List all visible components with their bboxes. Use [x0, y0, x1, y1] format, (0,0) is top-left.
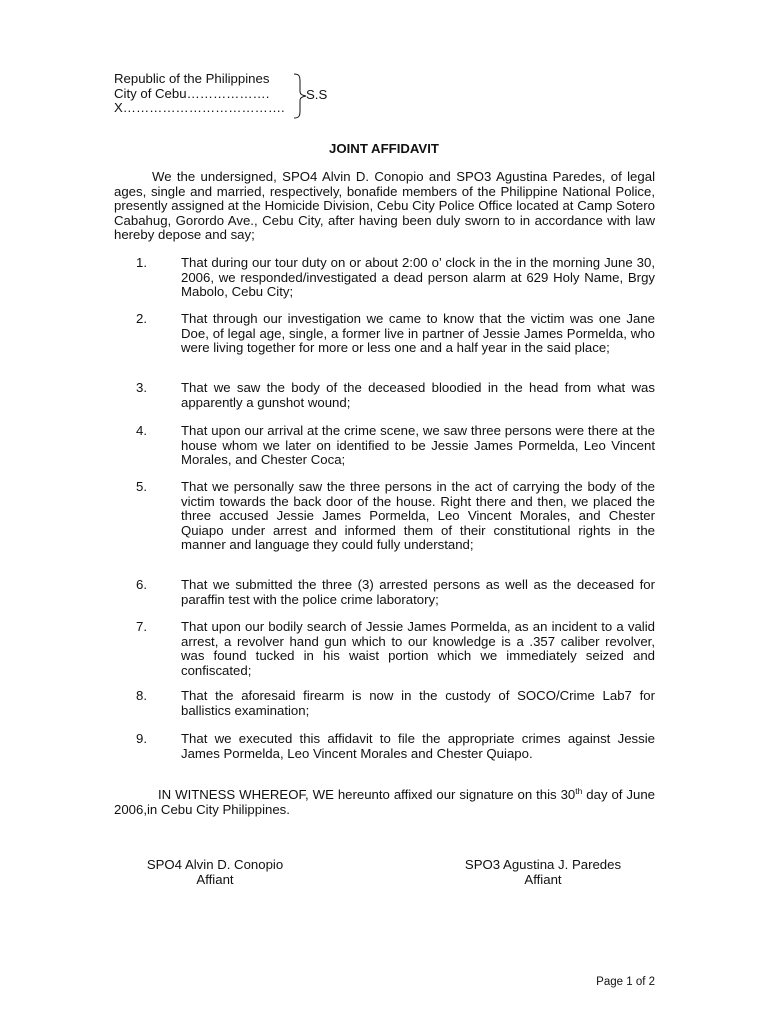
item-text: That we personally saw the three persons in the act of carrying the body of the victim towards the back door of the house. Right there and then, we placed the three accused Jessie James Pormelda, Leo Vincent Morales, and Chester Quiapo under arrest and informed them of their constitutional rights in the manner and language they could fully understand; — [181, 479, 655, 553]
witness-text: IN WITNESS WHEREOF, WE hereunto affixed our signature on this 30 — [158, 787, 576, 802]
item-text: That during our tour duty on or about 2:00 o’ clock in the in the morning June 30, 2006, we responded/investigated a dead person alarm at 629 Holy Name, Brgy Mabolo, Cebu City; — [181, 255, 655, 300]
document-title: JOINT AFFIDAVIT — [329, 141, 439, 156]
item-number: 3. — [136, 380, 147, 395]
item-text: That we saw the body of the deceased bloodied in the head from what was apparently a gunshot wound; — [181, 380, 655, 410]
affiant-name: SPO4 Alvin D. Conopio — [146, 857, 284, 872]
venue-brace — [293, 73, 307, 119]
item-text: That through our investigation we came to know that the victim was one Jane Doe, of legal age, single, a former live in partner of Jessie James Pormelda, who were living together for more or less one and a half year in the said place; — [181, 311, 655, 356]
item-text: That we executed this affidavit to file the appropriate crimes against Jessie James Pormelda, Leo Vincent Morales and Chester Quiapo. — [181, 731, 655, 761]
affiant-name: SPO3 Agustina J. Paredes — [464, 857, 622, 872]
ordinal-suffix: th — [575, 786, 583, 796]
venue-city: City of Cebu………………. — [114, 85, 270, 101]
item-text: That upon our arrival at the crime scene, we saw three persons were there at the house whom we later on identified to be Jessie James Pormelda, Leo Vincent Morales, and Chester Coca; — [181, 423, 655, 468]
venue-block — [114, 72, 285, 116]
item-number: 7. — [136, 619, 147, 634]
witness-text-end: day of June 2006,in Cebu City Philippines. — [114, 787, 655, 817]
item-text: That we submitted the three (3) arrested persons as well as the deceased for paraffin test with the police crime laboratory; — [181, 577, 655, 607]
signature-block-left — [136, 858, 294, 887]
item-number: 8. — [136, 688, 147, 703]
item-text: That upon our bodily search of Jessie James Pormelda, as an incident to a valid arrest, a revolver hand gun which to our knowledge is a .357 caliber revolver, was found tucked in his waist portion which we immediately seized and confiscated; — [181, 619, 655, 678]
item-number: 1. — [136, 255, 147, 270]
item-number: 6. — [136, 577, 147, 592]
affiant-role: Affiant — [524, 871, 562, 887]
item-number: 2. — [136, 311, 147, 326]
item-text: That the aforesaid firearm is now in the custody of SOCO/Crime Lab7 for ballistics examination; — [181, 688, 655, 718]
affiant-role: Affiant — [196, 871, 234, 887]
venue-country: Republic of the Philippines — [114, 71, 270, 86]
page-number: Page 1 of 2 — [596, 976, 655, 988]
item-number: 5. — [136, 479, 147, 494]
venue-x-line: X………………………………. — [114, 100, 285, 116]
signature-block-right — [453, 858, 633, 887]
item-number: 4. — [136, 423, 147, 438]
venue-ss: S.S — [306, 87, 328, 102]
intro-paragraph: We the undersigned, SPO4 Alvin D. Conopio and SPO3 Agustina Paredes, of legal ages, single and married, respectively, bonafide members of the Philippine National Police, presently assigned at the Homicide Division, Cebu City Police Office located at Camp Sotero Cabahug, Gorordo Ave., Cebu City, after having been duly sworn to in accordance with law hereby depose and say; — [114, 169, 655, 243]
item-number: 9. — [136, 731, 147, 746]
witness-paragraph — [114, 788, 655, 817]
